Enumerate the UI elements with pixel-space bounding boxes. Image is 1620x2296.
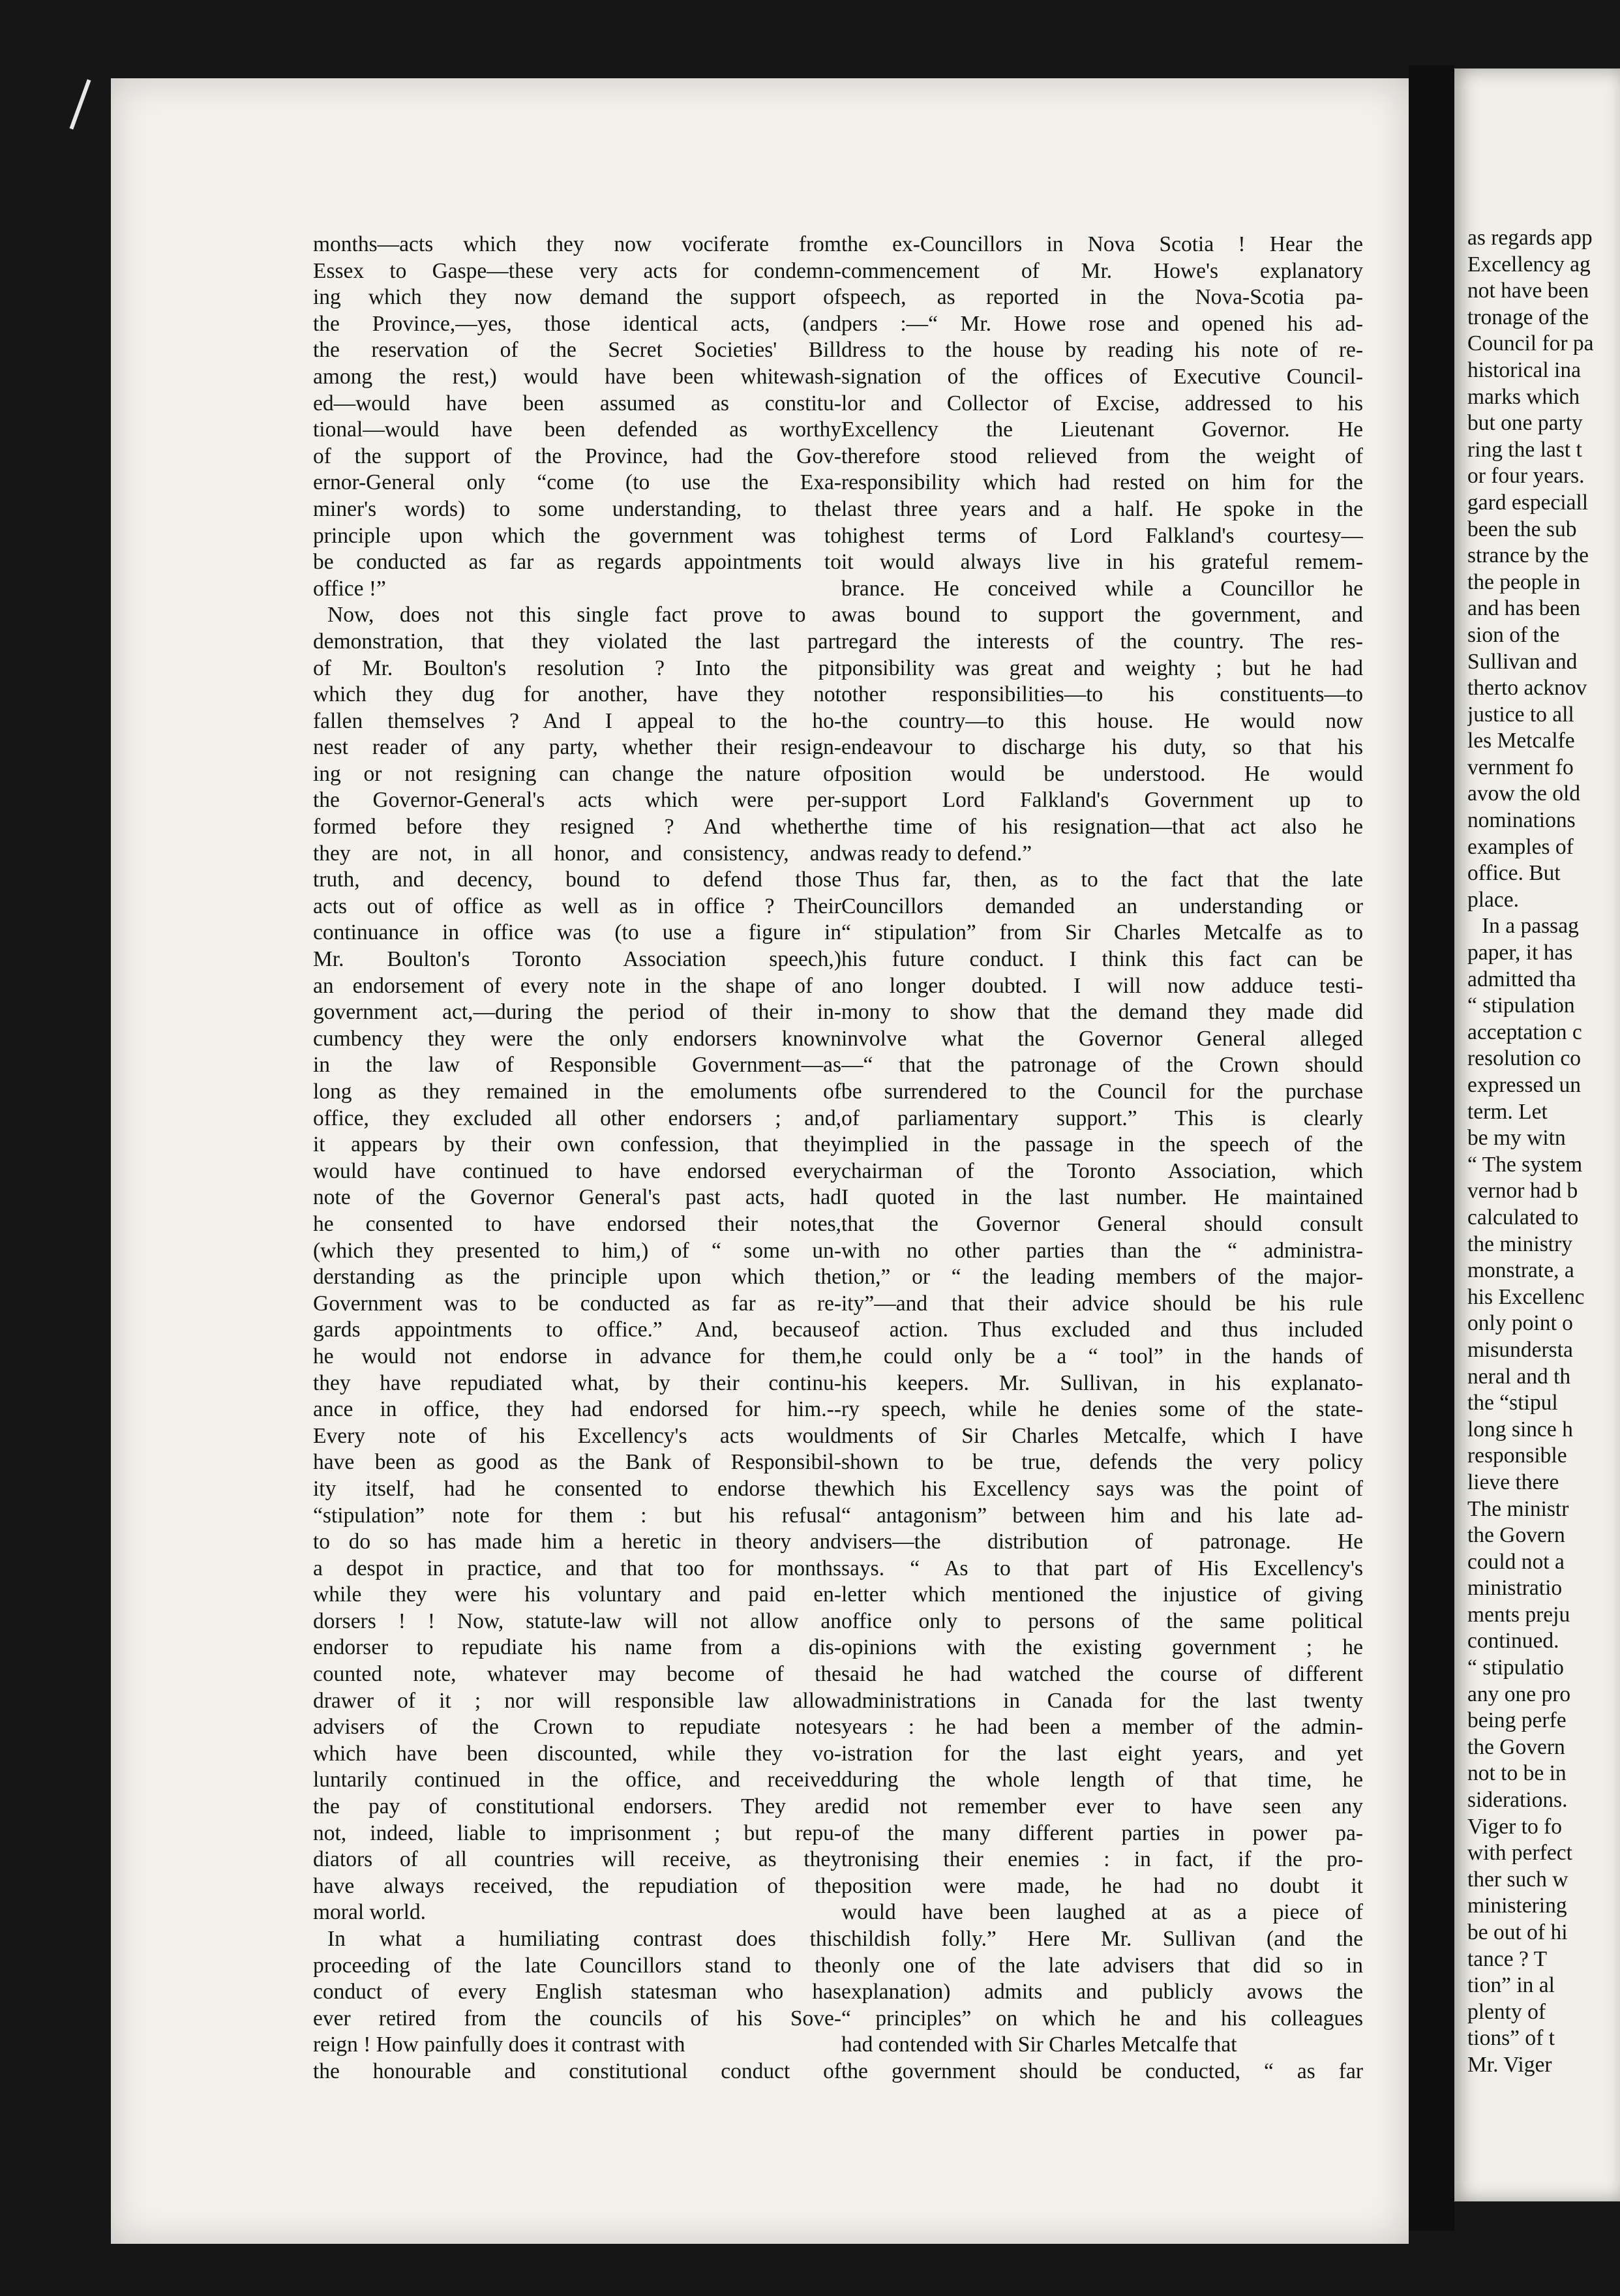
text-line: been the sub: [1467, 517, 1577, 541]
text-line: a despot in practice, and that too for months: [313, 1556, 841, 1580]
text-line: among the rest,) would have been whitewash-: [313, 364, 841, 389]
text-line: The ministr: [1467, 1496, 1569, 1521]
text-line: fallen themselves ? And I appeal to the ho-: [313, 708, 841, 733]
text-line: government act,—during the period of their in-: [313, 1000, 841, 1025]
text-line: position were made, he had no doubt it: [841, 1873, 1363, 1898]
page-gutter: [1409, 65, 1454, 2231]
text-line: Now, does not this single fact prove to a: [327, 603, 841, 627]
text-line: tance ? T: [1467, 1946, 1548, 1971]
text-line: Mr. Boulton's Toronto Association speech,): [313, 947, 841, 972]
text-line: tronising their enemies : in fact, if the pro-: [841, 1847, 1363, 1872]
text-line: the “stipul: [1467, 1391, 1558, 1415]
text-line: proceeding of the late Councillors stand to the: [313, 1953, 841, 1978]
text-line: cumbency they were the only endorsers known: [313, 1026, 841, 1051]
text-line: which his Excellency says was the point of: [841, 1476, 1363, 1501]
text-line: “ The system: [1467, 1152, 1583, 1177]
text-line: it would always live in his grateful remem-: [841, 550, 1363, 575]
text-line: Thus far, then, as to the fact that the late: [856, 868, 1363, 892]
text-line: Mr. Viger: [1467, 2052, 1552, 2077]
text-line: continuance in office was (to use a figure in: [313, 920, 841, 945]
text-line: being perfe: [1467, 1708, 1567, 1733]
text-line: the government should be conducted, “ as far: [841, 2059, 1363, 2083]
text-line: only one of the late advisers that did so in: [841, 1953, 1363, 1978]
text-line: opinions with the existing government ; he: [841, 1635, 1363, 1660]
text-line: the Province,—yes, those identical acts, (and: [313, 311, 841, 336]
text-line: the honourable and constitutional conduct of: [313, 2059, 841, 2083]
text-line: said he had watched the course of different: [841, 1662, 1363, 1687]
text-line: ther such w: [1467, 1867, 1568, 1892]
text-line: plenty of: [1467, 1999, 1546, 2024]
text-line: letter which mentioned the injustice of giving: [841, 1582, 1363, 1607]
text-line: Essex to Gaspe—these very acts for condemn-: [313, 258, 841, 283]
text-line: “ stipulatio: [1467, 1655, 1564, 1680]
text-line: office !”: [313, 576, 386, 601]
text-line: he would not endorse in advance for them,: [313, 1344, 841, 1368]
text-line: his keepers. Mr. Sullivan, in his explanato-: [841, 1370, 1363, 1395]
text-line: continued.: [1467, 1629, 1559, 1654]
text-line: resolution co: [1467, 1046, 1581, 1071]
text-line: gard especiall: [1467, 490, 1589, 515]
text-line: be surrendered to the Council for the purchase: [841, 1080, 1363, 1104]
text-line: tronage of the: [1467, 305, 1589, 329]
text-line: signation of the offices of Executive Council-: [841, 364, 1363, 389]
text-line: of Mr. Boulton's resolution ? Into the pit: [313, 656, 841, 680]
text-line: have been as good as the Bank of Responsibil-: [313, 1450, 841, 1475]
text-line: —“ that the patronage of the Crown should: [841, 1053, 1363, 1078]
text-line: diators of all countries will receive, as they: [313, 1847, 841, 1872]
text-line: the people in: [1467, 569, 1581, 594]
text-line: have always received, the repudiation of the: [313, 1873, 841, 1898]
text-line: sion of the: [1467, 622, 1560, 647]
text-line: in the law of Responsible Government—as: [313, 1053, 841, 1078]
text-line: drawer of it ; nor will responsible law allow: [313, 1688, 841, 1713]
text-line: brance. He conceived while a Councillor he: [841, 576, 1363, 601]
text-line: office, they excluded all other endorsers ; and,: [313, 1106, 841, 1130]
text-line: “ stipulation: [1467, 993, 1575, 1018]
text-line: In a passag: [1482, 914, 1579, 939]
text-line: responsible: [1467, 1443, 1567, 1468]
text-line: gards appointments to office.” And, because: [313, 1318, 841, 1342]
text-line: principle upon which the government was to: [313, 523, 841, 548]
text-line: siderations.: [1467, 1788, 1568, 1813]
text-line: “ principles” on which he and his colleagues: [841, 2006, 1363, 2031]
text-line: the Govern: [1467, 1523, 1565, 1548]
text-line: any one pro: [1467, 1682, 1571, 1706]
text-line: highest terms of Lord Falkland's courtesy—: [841, 523, 1363, 548]
text-line: ring the last t: [1467, 437, 1582, 462]
text-line: ing which they now demand the support of: [313, 285, 841, 310]
text-line: of parliamentary support.” This is clearly: [841, 1106, 1363, 1130]
text-line: (which they presented to him,) of “ some un-: [313, 1238, 841, 1263]
text-line: mony to show that the demand they made did: [841, 1000, 1363, 1025]
text-line: ed—would have been assumed as constitu-: [313, 391, 841, 415]
text-column-middle: [841, 232, 1363, 2085]
text-line: they have repudiated what, by their continu-: [313, 1370, 841, 1395]
text-line: endorser to repudiate his name from a dis-: [313, 1635, 841, 1660]
text-line: last three years and a half. He spoke in the: [841, 496, 1363, 521]
text-line: shown to be true, defends the very policy: [841, 1450, 1363, 1475]
text-line: to do so has made him a heretic in theory and: [313, 1530, 841, 1554]
text-line: or four years.: [1467, 464, 1585, 489]
text-line: miner's words) to some understanding, to the: [313, 496, 841, 521]
text-line: visers—the distribution of patronage. He: [841, 1530, 1363, 1554]
text-line: ministering: [1467, 1894, 1567, 1918]
text-line: “stipulation” note for them : but his refusal: [313, 1503, 841, 1528]
text-line: ernor-General only “come (to use the Exa-: [313, 470, 841, 495]
text-line: ry speech, while he denies some of the state-: [841, 1397, 1363, 1422]
text-line: of action. Thus excluded and thus included: [841, 1318, 1363, 1342]
text-line: no longer doubted. I will now adduce testi-: [841, 973, 1363, 998]
text-line: would have continued to have endorsed every: [313, 1158, 841, 1183]
text-column-left: [313, 232, 841, 2085]
text-line: lor and Collector of Excise, addressed to his: [841, 391, 1363, 415]
text-line: counted note, whatever may become of the: [313, 1662, 841, 1687]
text-line: responsibility which had rested on him for the: [841, 470, 1363, 495]
text-line: was ready to defend.”: [841, 841, 1032, 866]
text-line: expressed un: [1467, 1073, 1581, 1097]
text-line: ments of Sir Charles Metcalfe, which I have: [841, 1423, 1363, 1448]
text-line: could not a: [1467, 1549, 1565, 1574]
text-line: strance by the: [1467, 543, 1589, 568]
text-line: endeavour to discharge his duty, so that his: [841, 735, 1363, 760]
text-line: dress to the house by reading his note of re-: [841, 338, 1363, 363]
text-line: they are not, in all honor, and consistency, and: [313, 841, 841, 866]
text-line: ity itself, had he consented to endorse the: [313, 1476, 841, 1501]
text-line: he consented to have endorsed their notes,: [313, 1211, 841, 1236]
text-line: nest reader of any party, whether their resign-: [313, 735, 841, 760]
text-line: dorsers ! ! Now, statute-law will not allow an: [313, 1609, 841, 1633]
text-line: “ stipulation” from Sir Charles Metcalfe as to: [841, 920, 1363, 945]
text-line: Council for pa: [1467, 331, 1594, 356]
text-line: derstanding as the principle upon which the: [313, 1265, 841, 1290]
text-line: during the whole length of that time, he: [841, 1768, 1363, 1792]
text-line: speech, as reported in the Nova-Scotia pa-: [841, 285, 1363, 310]
text-line: not to be in: [1467, 1761, 1567, 1786]
text-line: examples of: [1467, 834, 1574, 859]
text-line: involve what the Governor General alleged: [841, 1026, 1363, 1051]
text-line: explanation) admits and publicly avows the: [841, 1980, 1363, 2004]
text-line: lieve there: [1467, 1470, 1559, 1494]
text-line: chairman of the Toronto Association, which: [841, 1158, 1363, 1183]
text-line: commencement of Mr. Howe's explanatory: [841, 258, 1363, 283]
text-line: les Metcalfe: [1467, 729, 1575, 753]
text-line: the time of his resignation—that act also he: [841, 815, 1363, 839]
text-line: vernor had b: [1467, 1179, 1578, 1203]
text-line: regard the interests of the country. The res-: [841, 629, 1363, 654]
text-line: therto acknov: [1467, 676, 1587, 701]
text-line: long since h: [1467, 1417, 1573, 1442]
text-line: the ministry: [1467, 1231, 1572, 1256]
text-line: other responsibilities—to his constituents—to: [841, 682, 1363, 707]
text-line: an endorsement of every note in the shape of a: [313, 973, 841, 998]
text-line: did not remember ever to have seen any: [841, 1794, 1363, 1819]
text-line: demonstration, that they violated the last part: [313, 629, 841, 654]
text-line: avow the old: [1467, 781, 1581, 806]
text-line: be my witn: [1467, 1126, 1566, 1151]
text-column-right-fragment: [1467, 225, 1620, 2079]
text-line: Excellency ag: [1467, 252, 1591, 277]
text-line: ministratio: [1467, 1576, 1563, 1601]
text-line: which they dug for another, have they not: [313, 682, 841, 707]
text-line: ments preju: [1467, 1602, 1570, 1627]
text-line: neral and th: [1467, 1364, 1571, 1389]
text-line: note of the Governor General's past acts, had: [313, 1185, 841, 1210]
text-line: with no other parties than the “ administra-: [841, 1238, 1363, 1263]
text-line: the Governor-General's acts which were per-: [313, 788, 841, 813]
text-line: advisers of the Crown to repudiate notes: [313, 1715, 841, 1740]
text-line: tions” of t: [1467, 2026, 1555, 2051]
text-line: tion,” or “ the leading members of the major-: [841, 1265, 1363, 1290]
text-line: historical ina: [1467, 357, 1581, 382]
text-line: it appears by their own confession, that they: [313, 1132, 841, 1157]
text-line: his Excellenc: [1467, 1284, 1585, 1309]
text-line: admitted tha: [1467, 967, 1576, 991]
text-line: office. But: [1467, 861, 1561, 886]
text-line: Excellency the Lieutenant Governor. He: [841, 417, 1363, 442]
text-line: justice to all: [1467, 702, 1574, 727]
text-line: the pay of constitutional endorsers. They are: [313, 1794, 841, 1819]
text-line: ing or not resigning can change the nature of: [313, 761, 841, 786]
text-line: ity”—and that their advice should be his rule: [841, 1291, 1363, 1316]
text-line: istration for the last eight years, and yet: [841, 1741, 1363, 1766]
text-line: therefore stood relieved from the weight of: [841, 444, 1363, 468]
text-line: luntarily continued in the office, and received: [313, 1768, 841, 1792]
text-line: says. “ As to that part of His Excellency's: [841, 1556, 1363, 1580]
text-line: the country—to this house. He would now: [841, 708, 1363, 733]
text-line: with perfect: [1467, 1841, 1572, 1865]
text-line: monstrate, a: [1467, 1258, 1574, 1283]
text-line: “ antagonism” between him and his late ad-: [841, 1503, 1363, 1528]
text-line: months—acts which they now vociferate from: [313, 232, 841, 256]
text-line: be out of hi: [1467, 1920, 1568, 1944]
text-line: the Govern: [1467, 1734, 1565, 1759]
text-line: was bound to support the government, and: [841, 603, 1363, 627]
text-line: only point o: [1467, 1311, 1573, 1336]
text-line: position would be understood. He would: [841, 761, 1363, 786]
text-line: which have been discounted, while they vo-: [313, 1741, 841, 1766]
text-line: calculated to: [1467, 1205, 1579, 1230]
text-line: conduct of every English statesman who has: [313, 1980, 841, 2004]
text-line: but one party: [1467, 411, 1583, 436]
text-line: reign ! How painfully does it contrast with: [313, 2032, 685, 2057]
text-line: Every note of his Excellency's acts would: [313, 1423, 841, 1448]
text-line: the ex-Councillors in Nova Scotia ! Hear the: [841, 232, 1363, 256]
text-line: vernment fo: [1467, 755, 1574, 779]
text-line: term. Let: [1467, 1099, 1548, 1124]
text-line: Viger to fo: [1467, 1814, 1562, 1839]
text-line: marks which: [1467, 384, 1580, 409]
text-line: Government was to be conducted as far as re-: [313, 1291, 841, 1316]
text-line: not, indeed, liable to imprisonment ; but repu-: [313, 1820, 841, 1845]
text-line: ever retired from the councils of his Sove-: [313, 2006, 841, 2031]
text-line: In what a humiliating contrast does this: [327, 1927, 841, 1951]
text-line: and has been: [1467, 596, 1581, 621]
text-line: be conducted as far as regards appointments to: [313, 550, 841, 575]
text-line: tional—would have been defended as worthy: [313, 417, 841, 442]
text-line: administrations in Canada for the last twenty: [841, 1688, 1363, 1713]
text-line: his future conduct. I think this fact can be: [841, 947, 1363, 972]
text-line: years : he had been a member of the admin-: [841, 1715, 1363, 1740]
text-line: pers :—“ Mr. Howe rose and opened his ad-: [841, 311, 1363, 336]
text-line: implied in the passage in the speech of the: [841, 1132, 1363, 1157]
text-line: nominations: [1467, 808, 1576, 833]
text-line: support Lord Falkland's Government up to: [841, 788, 1363, 813]
text-line: moral world.: [313, 1900, 427, 1925]
text-line: childish folly.” Here Mr. Sullivan (and the: [841, 1927, 1363, 1951]
text-line: he could only be a “ tool” in the hands of: [841, 1344, 1363, 1368]
text-line: long as they remained in the emoluments of: [313, 1080, 841, 1104]
text-line: paper, it has: [1467, 941, 1573, 965]
text-line: formed before they resigned ? And whether: [313, 815, 841, 839]
text-line: ance in office, they had endorsed for him.--: [313, 1397, 841, 1422]
text-line: would have been laughed at as a piece of: [841, 1900, 1363, 1925]
text-line: not have been: [1467, 279, 1589, 303]
text-line: Sullivan and: [1467, 649, 1578, 674]
text-line: of the support of the Province, had the Gov-: [313, 444, 841, 468]
text-line: the reservation of the Secret Societies' Bill: [313, 338, 841, 363]
text-line: truth, and decency, bound to defend those: [313, 868, 841, 892]
text-line: that the Governor General should consult: [841, 1211, 1363, 1236]
text-line: ponsibility was great and weighty ; but he had: [841, 656, 1363, 680]
text-line: acts out of office as well as in office ? Their: [313, 894, 841, 918]
text-line: office only to persons of the same political: [841, 1609, 1363, 1633]
text-line: Councillors demanded an understanding or: [841, 894, 1363, 918]
text-line: place.: [1467, 887, 1520, 912]
text-line: as regards app: [1467, 226, 1593, 250]
text-line: while they were his voluntary and paid en-: [313, 1582, 841, 1607]
text-line: had contended with Sir Charles Metcalfe that: [841, 2032, 1237, 2057]
text-line: acceptation c: [1467, 1020, 1582, 1044]
text-line: I quoted in the last number. He maintained: [841, 1185, 1363, 1210]
text-line: misundersta: [1467, 1337, 1573, 1362]
text-line: tion” in al: [1467, 1973, 1555, 1998]
text-line: of the many different parties in power pa-: [841, 1820, 1363, 1845]
